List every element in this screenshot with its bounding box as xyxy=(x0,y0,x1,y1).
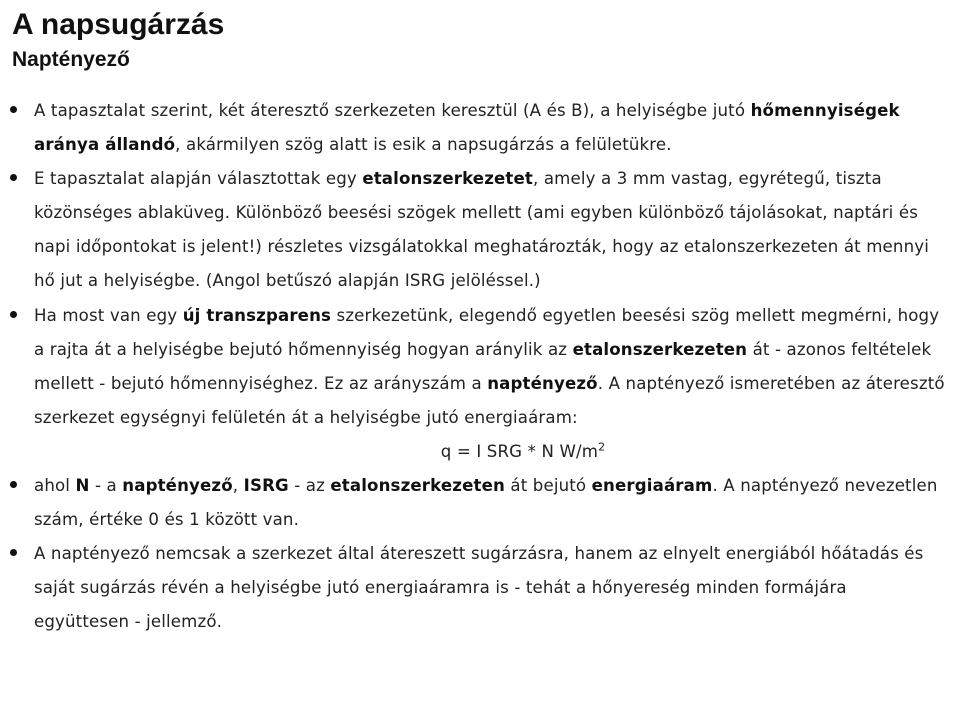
formula-text: q = I SRG * N W/m xyxy=(440,441,599,461)
bullet-dot-icon xyxy=(10,481,17,488)
bullet-3 xyxy=(0,299,960,469)
bullet-4-text-4: - az xyxy=(288,476,331,496)
bullet-dot-icon xyxy=(10,311,17,318)
bullet-2-emphasis: etalonszerkezetet xyxy=(362,169,533,189)
bullet-2-text: E tapasztalat alapján választottak egy xyxy=(34,169,363,189)
bullet-3-text-end: . A naptényező ismeretében az áteresztő szerkezet egységnyi felületén át a helyiségbe jutó energiaáram: xyxy=(34,373,945,427)
bullet-1-text-end: , akármilyen szög alatt is esik a napsugárzás a felületükre. xyxy=(175,135,672,155)
formula xyxy=(34,435,946,469)
slide-title: A napsugárzás xyxy=(12,8,225,41)
bullet-3-emphasis-etalon: etalonszerkezeten xyxy=(572,339,748,359)
bullet-3-emphasis-new-transparent: új transzparens xyxy=(182,305,332,325)
bullet-2 xyxy=(0,162,960,298)
bullet-3-text-mid2: át - azonos feltételek mellett - bejutó hőmennyiséghez. Ez az arányszám a xyxy=(34,339,932,393)
bullet-4-emphasis-n: N xyxy=(75,476,90,496)
bullet-4-emphasis-isrg: ISRG xyxy=(243,476,289,496)
bullet-1-emphasis: hőmennyiségek aránya állandó xyxy=(34,101,900,155)
bullet-3-text: Ha most van egy xyxy=(34,305,183,325)
bullet-4-text-3: , xyxy=(232,476,244,496)
bullet-3-emphasis-naptenyezo: naptényező xyxy=(487,373,598,393)
bullet-4-text-5: át bejutó xyxy=(504,476,592,496)
bullet-dot-icon xyxy=(10,106,17,113)
bullet-5-text: A naptényező nemcsak a szerkezet által átereszett sugárzásra, hanem az elnyelt energiából hőátadás és saját sugárzás révén a helyiségbe jutó energiaáramra is - tehát a hőnyereség minden formájára együttesen - jellemző. xyxy=(34,544,924,632)
formula-superscript: 2 xyxy=(598,440,606,454)
bullet-4-emphasis-naptenyezo: naptényező xyxy=(122,476,233,496)
bullet-list xyxy=(0,94,960,640)
bullet-5 xyxy=(0,537,960,639)
bullet-4-text: ahol xyxy=(34,476,76,496)
bullet-4-emphasis-etalon: etalonszerkezeten xyxy=(330,476,505,496)
bullet-dot-icon xyxy=(10,549,17,556)
bullet-4-emphasis-energiaaram: energiaáram xyxy=(591,476,713,496)
bullet-1-text: A tapasztalat szerint, két áteresztő szerkezeten keresztül (A és B), a helyiségbe jutó xyxy=(34,101,751,120)
bullet-dot-icon xyxy=(10,174,17,181)
bullet-4-text-end: . A naptényező nevezetlen szám, értéke 0 és 1 között van. xyxy=(34,476,938,530)
slide-subtitle: Naptényező xyxy=(12,48,130,71)
bullet-4-text-2: - a xyxy=(89,476,123,496)
bullet-1 xyxy=(0,94,960,162)
bullet-3-text-mid: szerkezetünk, elegendő egyetlen beesési szög mellett megmérni, hogy a rajta át a helyiségbe bejutó hőmennyiség hogyan aránylik az xyxy=(34,305,940,359)
bullet-4 xyxy=(0,469,960,537)
bullet-2-text-end: , amely a 3 mm vastag, egyrétegű, tiszta közönséges ablaküveg. Különböző beesési szögek mellett (ami egyben különböző tájolásokat, naptári és napi időpontokat is jelent!) részletes vizsgálatokkal meghatározták, hogy az etalonszerkezeten át mennyi hő jut a helyiségbe. (Angol betűszó alapján ISRG jelöléssel.) xyxy=(34,169,929,291)
